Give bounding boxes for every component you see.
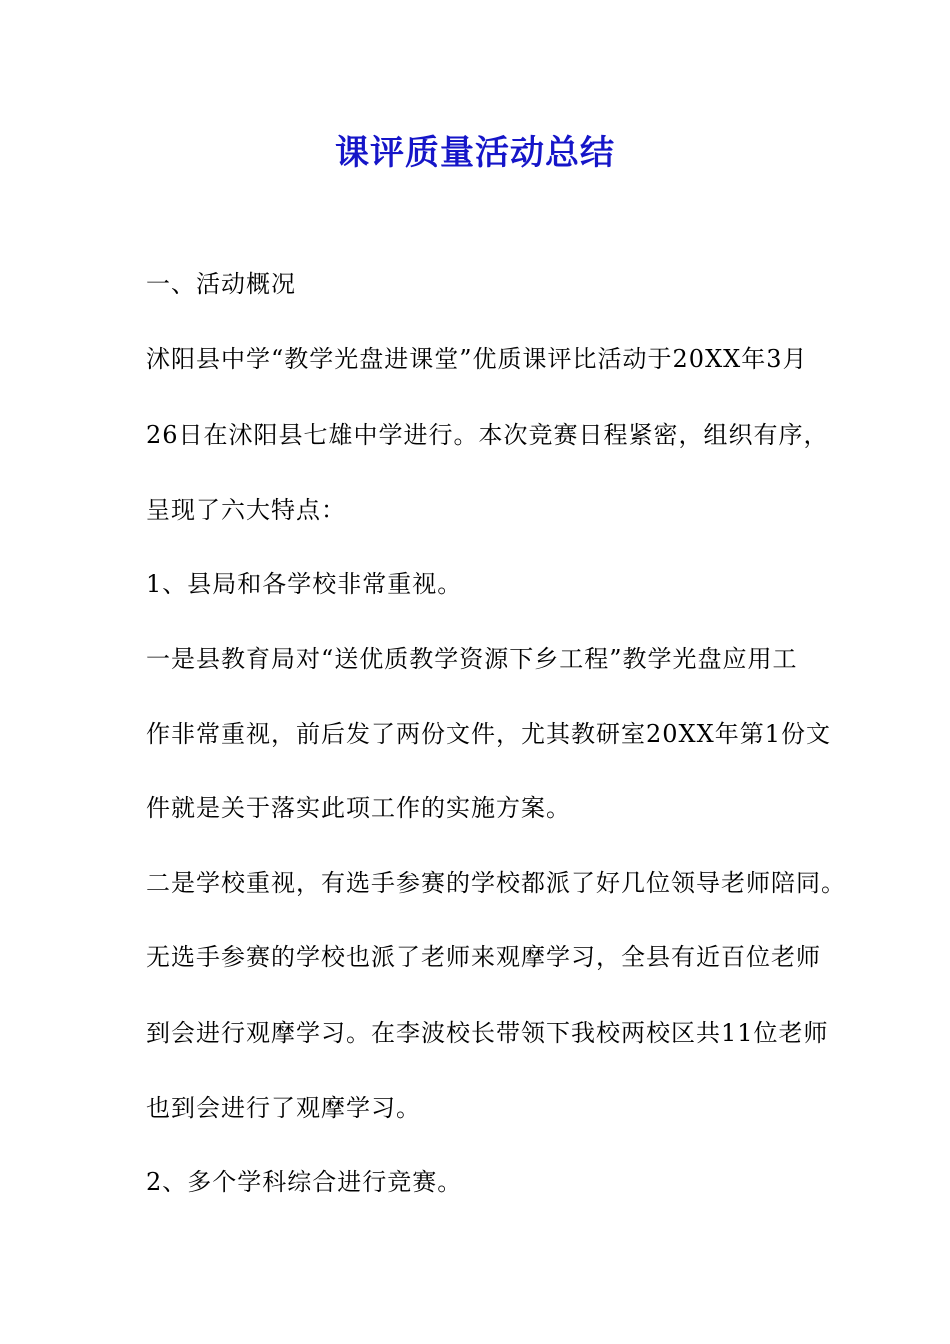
paragraph-line: 到会进行观摩学习。在李波校长带领下我校两校区共11位老师 (146, 1019, 829, 1047)
paragraph-line: 件就是关于落实此项工作的实施方案。 (146, 794, 571, 822)
document-title: 课评质量活动总结 (335, 133, 615, 173)
section-heading-overview: 一、活动概况 (146, 270, 296, 298)
paragraph-line: 无选手参赛的学校也派了老师来观摩学习，全县有近百位老师 (146, 943, 821, 971)
paragraph-line: 26日在沭阳县七雄中学进行。本次竞赛日程紧密，组织有序， (146, 421, 829, 449)
paragraph-line: 呈现了六大特点： (146, 496, 346, 524)
paragraph-line: 二是学校重视，有选手参赛的学校都派了好几位领导老师陪同。 (146, 869, 846, 897)
point-heading-2: 2、多个学科综合进行竞赛。 (146, 1168, 463, 1196)
paragraph-line: 一是县教育局对“送优质教学资源下乡工程”教学光盘应用工 (146, 645, 798, 673)
paragraph-line: 沭阳县中学“教学光盘进课堂”优质课评比活动于20XX年3月 (146, 345, 808, 373)
point-heading-1: 1、县局和各学校非常重视。 (146, 570, 463, 598)
paragraph-line: 也到会进行了观摩学习。 (146, 1094, 421, 1122)
paragraph-line: 作非常重视，前后发了两份文件，尤其教研室20XX年第1份文 (146, 720, 831, 748)
